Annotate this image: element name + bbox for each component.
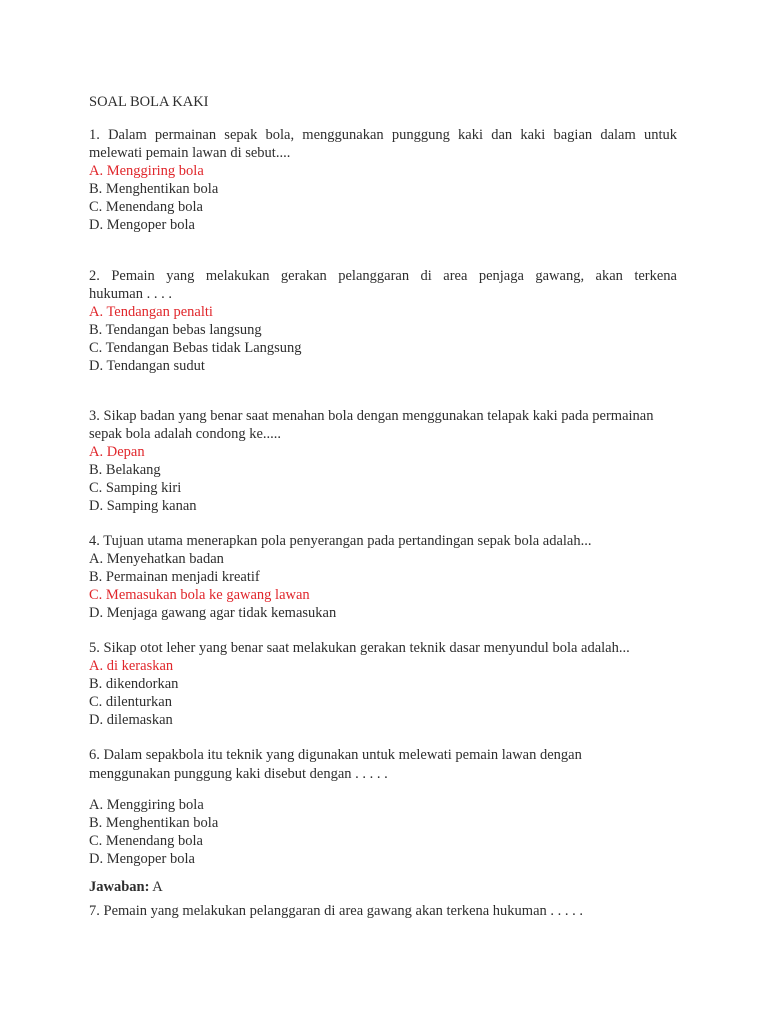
answer-option: D. Tendangan sudut <box>89 358 205 374</box>
question-text: 3. Sikap badan yang benar saat menahan bola dengan menggunakan telapak kaki pada permainan <box>89 408 654 424</box>
answer-option-correct: A. Depan <box>89 444 145 460</box>
question-text: menggunakan punggung kaki disebut dengan . . . . . <box>89 766 388 782</box>
answer-option: D. Samping kanan <box>89 498 197 514</box>
question-text: 1. Dalam permainan sepak bola, menggunakan punggung kaki dan kaki bagian dalam untuk <box>89 127 677 143</box>
answer-option-correct: A. Tendangan penalti <box>89 304 213 320</box>
question-text: hukuman . . . . <box>89 286 172 302</box>
document-title: SOAL BOLA KAKI <box>89 94 209 110</box>
answer-option: A. Menggiring bola <box>89 797 204 813</box>
answer-label: Jawaban: <box>89 879 150 895</box>
answer-option: C. Menendang bola <box>89 199 203 215</box>
answer-option: C. Menendang bola <box>89 833 203 849</box>
answer-option: C. Samping kiri <box>89 480 182 496</box>
question-text: 4. Tujuan utama menerapkan pola penyerangan pada pertandingan sepak bola adalah... <box>89 533 592 549</box>
answer-option: B. Permainan menjadi kreatif <box>89 569 260 585</box>
answer-option: B. Belakang <box>89 462 161 478</box>
answer-option-correct: A. Menggiring bola <box>89 163 204 179</box>
answer-option: B. Menghentikan bola <box>89 181 219 197</box>
question-text: 2. Pemain yang melakukan gerakan pelanggaran di area penjaga gawang, akan terkena <box>89 268 677 284</box>
question-text: 6. Dalam sepakbola itu teknik yang digunakan untuk melewati pemain lawan dengan <box>89 747 582 763</box>
question-text: 7. Pemain yang melakukan pelanggaran di area gawang akan terkena hukuman . . . . . <box>89 903 584 919</box>
answer-option-correct: A. di keraskan <box>89 658 174 674</box>
answer-key <box>89 878 163 896</box>
answer-option: D. dilemaskan <box>89 712 173 728</box>
answer-option: D. Mengoper bola <box>89 851 195 867</box>
answer-option: C. Tendangan Bebas tidak Langsung <box>89 340 302 356</box>
answer-option-correct: C. Memasukan bola ke gawang lawan <box>89 587 310 603</box>
answer-option: B. dikendorkan <box>89 676 179 692</box>
answer-option: D. Mengoper bola <box>89 217 195 233</box>
answer-option: B. Menghentikan bola <box>89 815 219 831</box>
question-text: sepak bola adalah condong ke..... <box>89 426 282 442</box>
question-text: melewati pemain lawan di sebut.... <box>89 145 291 161</box>
question-text: 5. Sikap otot leher yang benar saat melakukan gerakan teknik dasar menyundul bola adalah... <box>89 640 630 656</box>
answer-option: D. Menjaga gawang agar tidak kemasukan <box>89 605 337 621</box>
answer-option: C. dilenturkan <box>89 694 172 710</box>
answer-value: A <box>152 879 163 895</box>
answer-option: A. Menyehatkan badan <box>89 551 224 567</box>
answer-option: B. Tendangan bebas langsung <box>89 322 262 338</box>
